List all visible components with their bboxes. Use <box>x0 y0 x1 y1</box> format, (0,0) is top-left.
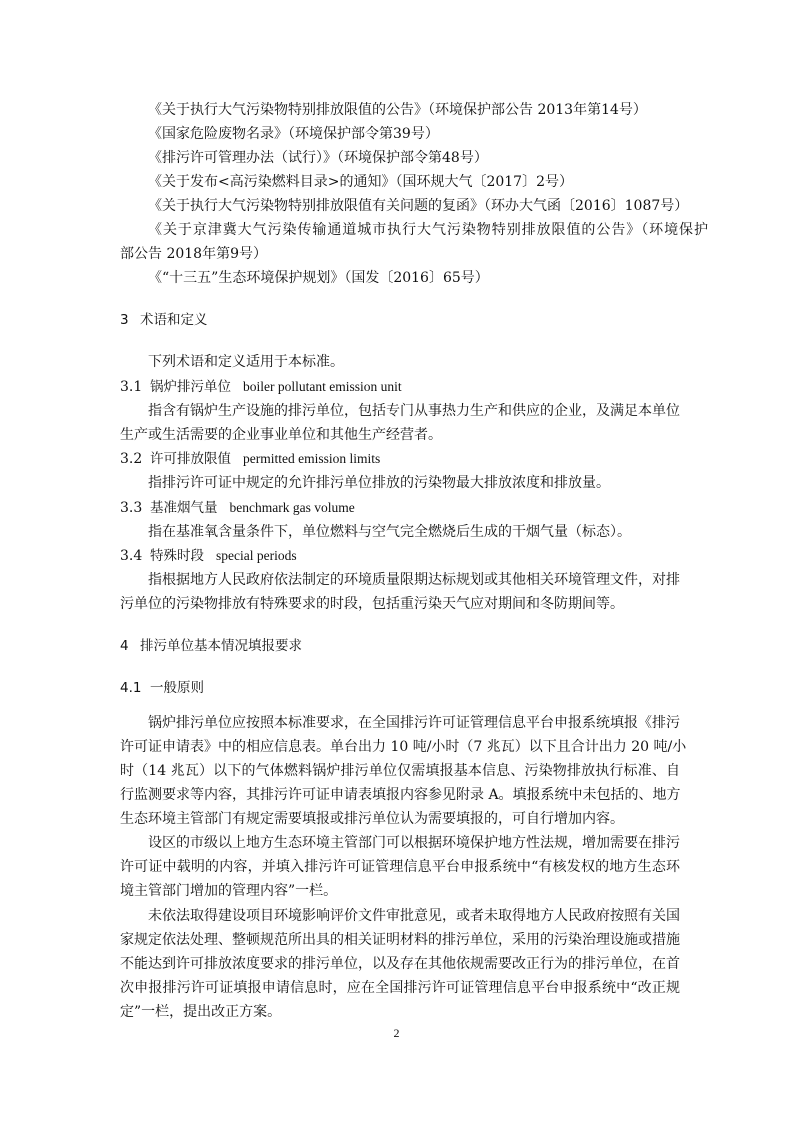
paragraph-line: 家规定依法处理、整顿规范所出具的相关证明材料的排污单位，采用的污染治理设施或措施 <box>120 932 680 948</box>
section-number: 3 <box>120 312 129 328</box>
reference-item: 《国家危险废物名录》（环境保护部令第39号） <box>148 126 439 142</box>
term-english: boiler pollutant emission unit <box>243 379 402 394</box>
section-number: 4 <box>120 638 129 654</box>
reference-item: 《关于京津冀大气污染传输通道城市执行大气污染物特别排放限值的公告》（环境保护 <box>148 222 708 238</box>
term-number: 3.4 <box>120 548 143 564</box>
term-heading <box>120 447 680 471</box>
term-definition: 指在基准氧含量条件下，单位燃料与空气完全燃烧后生成的干烟气量（标态）。 <box>148 524 631 540</box>
section-heading <box>120 634 680 658</box>
paragraph-line: 定”一栏，提出改正方案。 <box>120 1004 282 1020</box>
page-number: 2 <box>393 1026 400 1040</box>
term-chinese: 特殊时段 <box>150 548 204 564</box>
section-title: 排污单位基本情况填报要求 <box>140 638 302 654</box>
term-chinese: 许可排放限值 <box>150 451 231 467</box>
term-definition: 污单位的污染物排放有特殊要求的时段，包括重污染天气应对期间和冬防期间等。 <box>120 596 624 612</box>
term-number: 3.3 <box>120 500 143 516</box>
term-chinese: 基准烟气量 <box>150 500 218 516</box>
reference-item-continued: 部公告 2018年第9号） <box>120 246 267 262</box>
paragraph-line: 许可证申请表》中的相应信息表。单台出力 10 吨/小时（7 兆瓦）以下且合计出力 20 吨/小 <box>120 739 687 755</box>
paragraph-line: 境主管部门增加的管理内容”一栏。 <box>120 883 338 899</box>
section-intro: 下列术语和定义适用于本标准。 <box>148 354 344 370</box>
paragraph-line: 行监测要求等内容，其排污许可证申请表填报内容参见附录 A。填报系统中未包括的、地方 <box>120 787 681 803</box>
term-heading <box>120 375 680 399</box>
paragraph-line: 许可证中载明的内容，并填入排污许可证管理信息平台申报系统中“有核发权的地方生态环 <box>120 859 680 875</box>
subsection-heading <box>120 676 680 700</box>
section-title: 术语和定义 <box>140 312 208 328</box>
paragraph-line: 未依法取得建设项目环境影响评价文件审批意见，或者未取得地方人民政府按照有关国 <box>148 908 680 924</box>
subsection-title: 一般原则 <box>150 680 204 696</box>
term-definition: 指排污许可证中规定的允许排污单位排放的污染物最大排放浓度和排放量。 <box>148 475 610 491</box>
paragraph-line: 不能达到许可排放浓度要求的排污单位，以及存在其他依规需要改正行为的排污单位，在首 <box>120 956 680 972</box>
term-heading <box>120 544 680 568</box>
term-number: 3.1 <box>120 379 143 395</box>
reference-item: 《关于执行大气污染物特别排放限值的公告》（环境保护部公告 2013年第14号） <box>148 102 647 118</box>
reference-item: 《关于发布<高污染燃料目录>的通知》（国环规大气〔2017〕2号） <box>148 174 573 190</box>
section-heading <box>120 308 680 332</box>
paragraph-line: 生态环境主管部门有规定需要填报或排污单位认为需要填报的，可自行增加内容。 <box>120 811 624 827</box>
subsection-number: 4.1 <box>120 680 142 696</box>
term-heading <box>120 496 680 520</box>
reference-item: 《关于执行大气污染物特别排放限值有关问题的复函》（环办大气函〔2016〕1087号） <box>148 198 689 214</box>
term-definition: 生产或生活需要的企业事业单位和其他生产经营者。 <box>120 427 442 443</box>
term-number: 3.2 <box>120 451 143 467</box>
reference-item: 《“十三五”生态环境保护规划》（国发〔2016〕65号） <box>148 270 489 286</box>
term-english: permitted emission limits <box>243 451 381 466</box>
paragraph-line: 次申报排污许可证填报申请信息时，应在全国排污许可证管理信息平台申报系统中“改正规 <box>120 980 680 996</box>
term-english: benchmark gas volume <box>229 500 355 515</box>
paragraph-line: 时（14 兆瓦）以下的气体燃料锅炉排污单位仅需填报基本信息、污染物排放执行标准、自 <box>120 763 680 779</box>
paragraph-line: 设区的市级以上地方生态环境主管部门可以根据环境保护地方性法规，增加需要在排污 <box>148 835 680 851</box>
term-english: special periods <box>216 548 297 563</box>
paragraph-line: 锅炉排污单位应按照本标准要求，在全国排污许可证管理信息平台申报系统填报《排污 <box>148 715 680 731</box>
reference-item: 《排污许可管理办法（试行）》（环境保护部令第48号） <box>148 150 488 166</box>
term-chinese: 锅炉排污单位 <box>150 379 231 395</box>
term-definition: 指根据地方人民政府依法制定的环境质量限期达标规划或其他相关环境管理文件，对排 <box>148 572 680 588</box>
term-definition: 指含有锅炉生产设施的排污单位，包括专门从事热力生产和供应的企业，及满足本单位 <box>148 403 680 419</box>
